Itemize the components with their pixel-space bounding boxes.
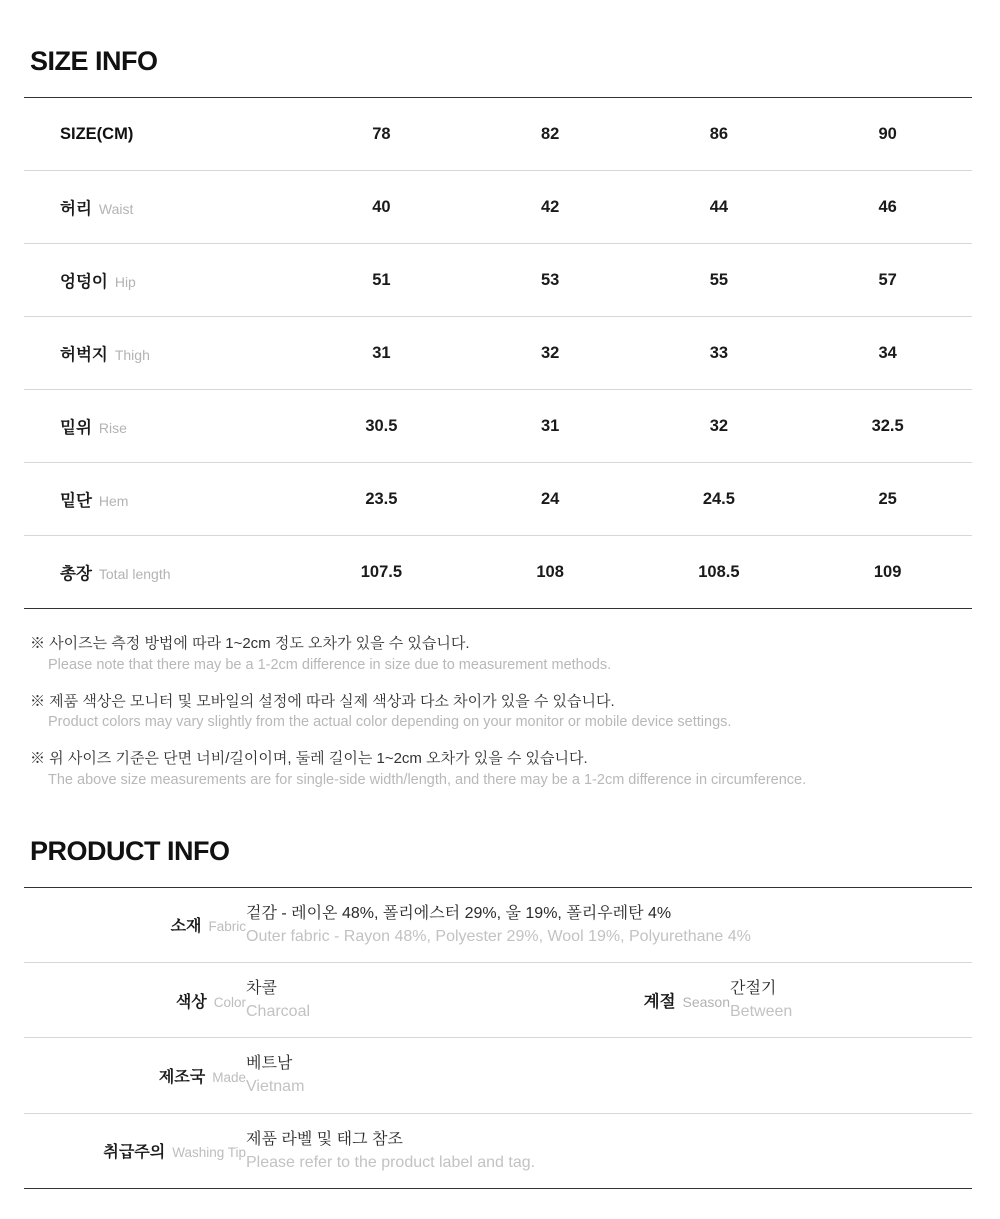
product-info-heading: PRODUCT INFO (30, 835, 230, 866)
table-row (24, 317, 972, 390)
size-cell (297, 536, 466, 609)
note-text-ko: ※ 위 사이즈 기준은 단면 너비/길이이며, 둘레 길이는 1~2cm 오차가 있을 수 있습니다. (30, 750, 588, 767)
size-row-label-ko: 밑위 (60, 419, 92, 437)
fabric-value-en: Outer fabric - Rayon 48%, Polyester 29%, Wool 19%, Polyurethane 4% (246, 927, 751, 945)
note-text-en: Please note that there may be a 1-2cm difference in size due to measurement methods. (48, 656, 612, 673)
note-text-en: Product colors may vary slightly from the actual color depending on your monitor or mobile device settings. (48, 714, 732, 731)
size-cell (635, 171, 804, 244)
washing-value (246, 1113, 972, 1188)
size-cell-value: 82 (540, 124, 560, 143)
size-cell (803, 463, 972, 536)
size-cell (466, 244, 635, 317)
size-cell (635, 390, 804, 463)
color-label-en: Color (213, 994, 246, 1010)
table-row (24, 244, 972, 317)
season-value (730, 962, 972, 1037)
color-label (24, 962, 246, 1037)
note-item (30, 633, 980, 677)
size-cell-value: 24 (540, 489, 560, 508)
size-row-label-en: Total length (98, 566, 171, 582)
size-cell-value: 32 (709, 416, 729, 435)
table-row-fabric (24, 887, 972, 962)
made-value-ko: 베트남 (246, 1055, 293, 1073)
table-row-color-season (24, 962, 972, 1037)
fabric-label-en: Fabric (208, 919, 246, 935)
season-value-en: Between (730, 1003, 793, 1021)
size-cell (803, 390, 972, 463)
washing-label (24, 1113, 246, 1188)
size-cell-value: 51 (372, 270, 391, 289)
size-cell (297, 463, 466, 536)
size-cell-value: 34 (878, 343, 897, 362)
size-cell-value: 55 (709, 270, 729, 289)
size-notes (30, 633, 980, 792)
table-row-washing (24, 1113, 972, 1188)
size-cell (297, 390, 466, 463)
size-cell (466, 98, 635, 171)
table-row (24, 536, 972, 609)
made-label-ko: 제조국 (158, 1068, 206, 1086)
size-cell-value: 42 (540, 197, 560, 216)
size-cell (635, 463, 804, 536)
size-cell-value: 32 (540, 343, 560, 362)
size-row-label (24, 171, 297, 244)
size-cell (803, 536, 972, 609)
product-info-table (24, 887, 972, 1190)
size-cell-value: 108 (536, 562, 564, 581)
size-row-label (24, 317, 297, 390)
size-cell-value: 23.5 (365, 489, 398, 508)
color-value-ko: 차콜 (246, 979, 277, 997)
washing-label-en: Washing Tip (172, 1145, 246, 1161)
size-cell-value: 108.5 (698, 562, 740, 581)
table-row (24, 463, 972, 536)
size-cell-value: 109 (873, 562, 902, 581)
size-cell-value: 25 (878, 489, 897, 508)
size-cell-value: 31 (540, 416, 560, 435)
size-row-label-en: Rise (98, 420, 127, 436)
size-cell (466, 171, 635, 244)
size-cell (803, 98, 972, 171)
season-label-ko: 계절 (643, 993, 676, 1012)
season-value-ko: 간절기 (730, 979, 777, 997)
season-label-en: Season (682, 994, 730, 1011)
size-cell-value: 107.5 (360, 562, 403, 581)
size-cell (466, 390, 635, 463)
size-row-label-ko: 밑단 (60, 492, 92, 510)
size-cell (803, 244, 972, 317)
color-label-ko: 색상 (175, 993, 207, 1011)
size-cell-value: 57 (878, 270, 897, 289)
fabric-label (24, 887, 246, 962)
table-row (24, 390, 972, 463)
size-row-label-en: Hem (98, 493, 129, 509)
season-label (488, 962, 730, 1037)
size-cell (466, 536, 635, 609)
size-row-label-ko: 엉덩이 (60, 273, 108, 291)
size-cell (803, 171, 972, 244)
size-row-label (24, 536, 297, 609)
size-row-label-en: Hip (114, 274, 136, 290)
table-row (24, 171, 972, 244)
size-cell-value: 46 (878, 197, 897, 216)
size-row-label-ko: SIZE(CM) (60, 124, 134, 143)
size-info-table (24, 97, 972, 609)
made-label (24, 1038, 246, 1113)
note-text-en: The above size measurements are for single-side width/length, and there may be a 1-2cm difference in circumference. (48, 771, 807, 788)
note-text-ko: ※ 제품 색상은 모니터 및 모바일의 설정에 따라 실제 색상과 다소 차이가 있을 수 있습니다. (30, 692, 615, 710)
size-cell (803, 317, 972, 390)
washing-value-en: Please refer to the product label and tag. (246, 1153, 536, 1171)
size-cell-value: 44 (709, 197, 729, 216)
made-value (246, 1038, 972, 1113)
washing-value-ko: 제품 라벨 및 태그 참조 (246, 1130, 403, 1148)
size-row-label-en: Waist (98, 201, 134, 217)
size-row-label (24, 244, 297, 317)
size-cell (635, 98, 804, 171)
note-item (30, 748, 980, 792)
size-row-label (24, 98, 297, 171)
fabric-value-ko: 겉감 - 레이온 48%, 폴리에스터 29%, 울 19%, 폴리우레탄 4% (246, 904, 672, 922)
size-cell (466, 317, 635, 390)
table-row-header (24, 98, 972, 171)
size-row-label-ko: 총장 (60, 565, 92, 583)
size-cell (297, 98, 466, 171)
made-value-en: Vietnam (246, 1078, 305, 1096)
size-row-label (24, 463, 297, 536)
size-row-label-ko: 허벅지 (60, 346, 108, 364)
size-cell (635, 244, 804, 317)
size-cell (297, 171, 466, 244)
size-cell-value: 30.5 (365, 416, 398, 435)
size-cell-value: 33 (709, 343, 729, 362)
size-cell (635, 536, 804, 609)
size-cell-value: 53 (540, 270, 560, 289)
size-cell-value: 31 (372, 343, 391, 362)
washing-label-ko: 취급주의 (103, 1144, 166, 1162)
fabric-value (246, 887, 972, 962)
size-cell (297, 244, 466, 317)
size-row-label-ko: 허리 (60, 200, 92, 218)
size-cell (297, 317, 466, 390)
size-cell-value: 86 (709, 124, 729, 143)
size-cell-value: 32.5 (871, 416, 904, 435)
made-label-en: Made (212, 1069, 246, 1085)
table-row-made (24, 1038, 972, 1113)
size-cell-value: 90 (878, 124, 897, 143)
size-row-label (24, 390, 297, 463)
size-cell-value: 24.5 (702, 489, 735, 508)
color-value-en: Charcoal (246, 1003, 311, 1021)
size-cell (635, 317, 804, 390)
fabric-label-ko: 소재 (170, 918, 202, 936)
size-cell (466, 463, 635, 536)
size-row-label-en: Thigh (114, 347, 150, 363)
color-value (246, 962, 488, 1037)
size-info-heading: SIZE INFO (30, 46, 158, 76)
note-item (30, 691, 980, 735)
size-cell-value: 40 (372, 197, 391, 216)
note-text-ko: ※ 사이즈는 측정 방법에 따라 1~2cm 정도 오차가 있을 수 있습니다. (30, 635, 470, 652)
size-cell-value: 78 (372, 124, 391, 143)
